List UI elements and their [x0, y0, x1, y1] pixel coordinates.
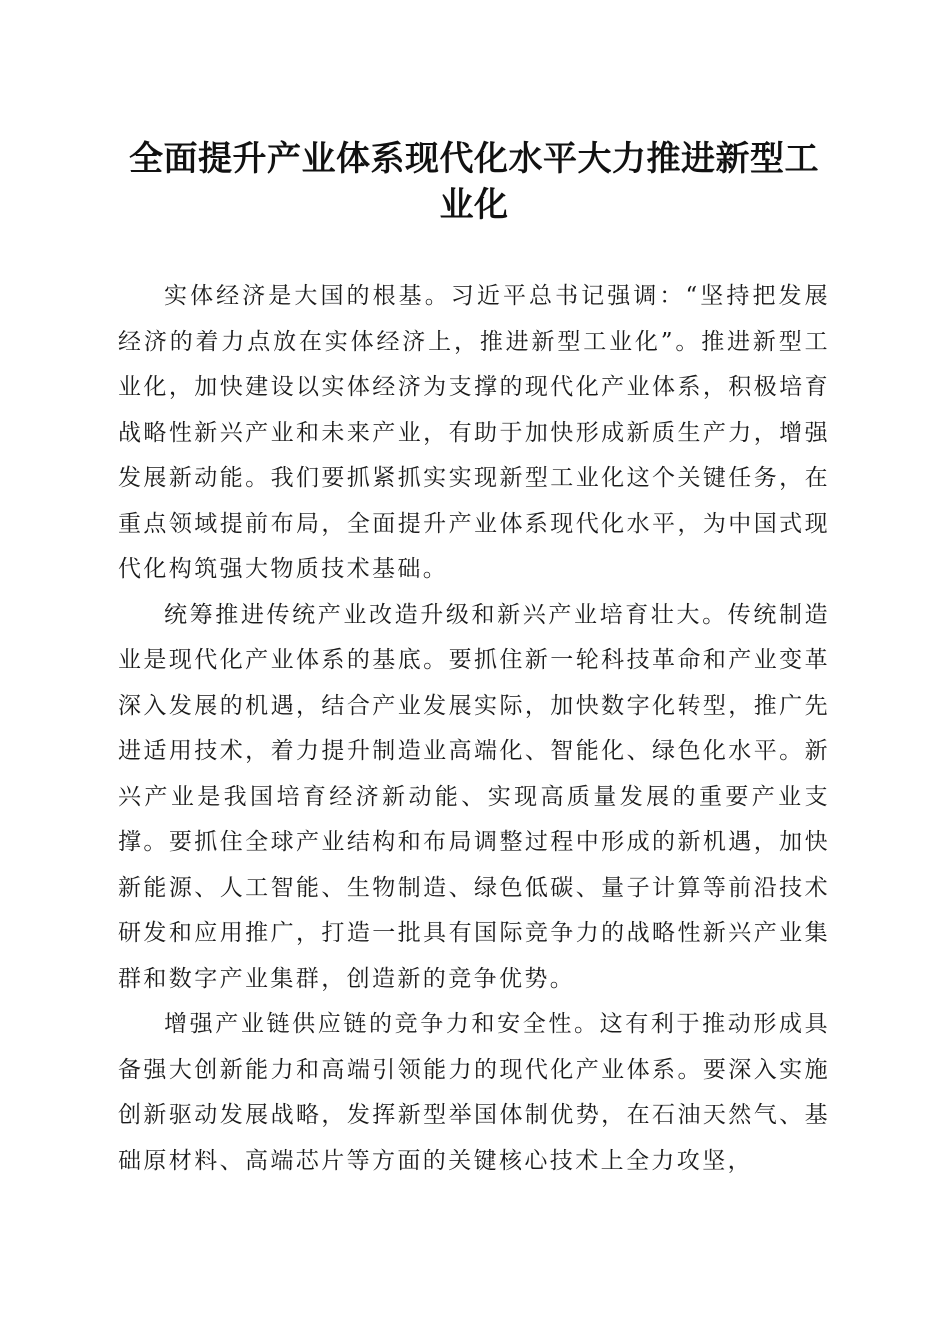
paragraph-1: 实体经济是大国的根基。习近平总书记强调：“坚持把发展经济的着力点放在实体经济上，推进新型工业化”。推进新型工业化，加快建设以实体经济为支撑的现代化产业体系，积极培育战略性新兴产业和未来产业，有助于加快形成新质生产力，增强发展新动能。我们要抓紧抓实实现新型工业化这个关键任务，在重点领域提前布局，全面提升产业体系现代化水平，为中国式现代化构筑强大物质技术基础。 — [118, 283, 830, 582]
paragraph-3: 增强产业链供应链的竞争力和安全性。这有利于推动形成具备强大创新能力和高端引领能力的现代化产业体系。要深入实施创新驱动发展战略，发挥新型举国体制优势，在石油天然气、基础原材料、高端芯片等方面的关键核心技术上全力攻坚， — [118, 1011, 830, 1174]
document-title: 全面提升产业体系现代化水平大力推进新型工业化 — [129, 139, 819, 225]
document-body — [118, 274, 830, 1184]
paragraph-2: 统筹推进传统产业改造升级和新兴产业培育壮大。传统制造业是现代化产业体系的基底。要抓住新一轮科技革命和产业变革深入发展的机遇，结合产业发展实际，加快数字化转型，推广先进适用技术，着力提升制造业高端化、智能化、绿色化水平。新兴产业是我国培育经济新动能、实现高质量发展的重要产业支撑。要抓住全球产业结构和布局调整过程中形成的新机遇，加快新能源、人工智能、生物制造、绿色低碳、量子计算等前沿技术研发和应用推广，打造一批具有国际竞争力的战略性新兴产业集群和数字产业集群，创造新的竞争优势。 — [118, 601, 830, 992]
